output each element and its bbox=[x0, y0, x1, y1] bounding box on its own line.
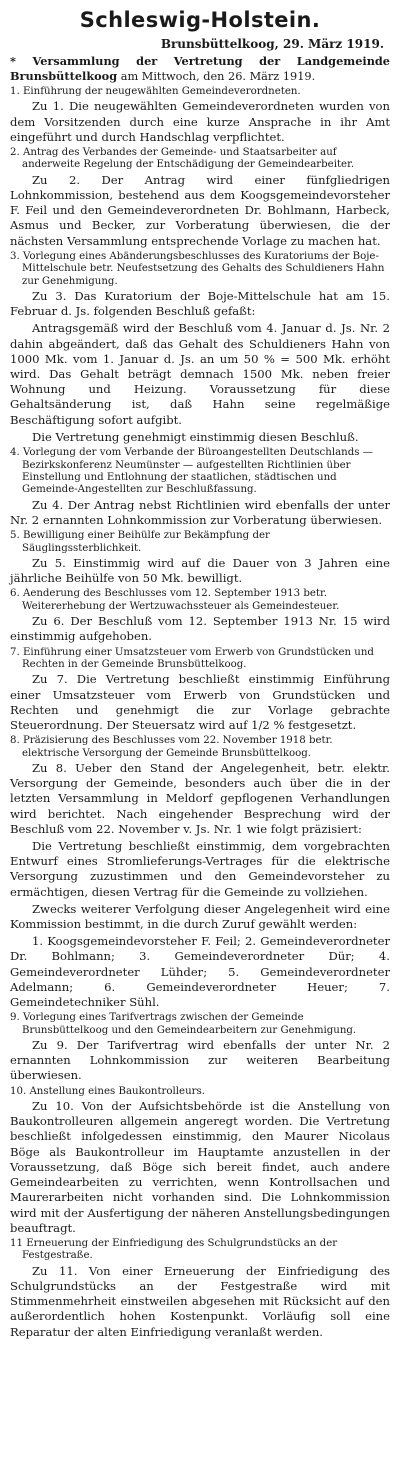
meeting-intro-rest: am Mittwoch, den 26. März 1919. bbox=[117, 70, 316, 83]
agenda-item bbox=[10, 86, 390, 145]
agenda-heading: 4. Vorlegung der vom Verbande der Büroangestellten Deutschlands — Bezirkskonferenz Neumünster — aufgestellten Richtlinien über Einstellung und Entlohnung der staatlichen, städtischen und Gemeinde-Angestellten zur Beschlußfassung. bbox=[10, 447, 373, 496]
dateline-place: Brunsbüttelkoog, bbox=[160, 37, 279, 51]
agenda-item bbox=[10, 147, 390, 249]
agenda-heading: 6. Aenderung des Beschlusses vom 12. September 1913 betr. Weitererhebung der Wertzuwachssteuer als Gemeindesteuer. bbox=[10, 588, 340, 612]
agenda-item bbox=[10, 447, 390, 528]
resolution-paragraph: Zu 6. Der Beschluß vom 12. September 1913 Nr. 15 wird einstimmig aufgehoben. bbox=[10, 614, 390, 644]
agenda-heading: 5. Bewilligung einer Beihülfe zur Bekämpfung der Säuglingssterblichkeit. bbox=[10, 530, 270, 554]
agenda-items bbox=[10, 86, 390, 1340]
resolution-paragraph: Zu 5. Einstimmig wird auf die Dauer von 3 Jahren eine jährliche Beihülfe von 50 Mk. bewilligt. bbox=[10, 555, 390, 586]
agenda-item bbox=[10, 1238, 390, 1340]
agenda-item bbox=[10, 588, 390, 644]
resolution-paragraph: Zwecks weiterer Verfolgung dieser Angelegenheit wird eine Kommission bestimmt, in die durch Zuruf gewählt werden: bbox=[10, 901, 390, 932]
agenda-item bbox=[10, 251, 390, 445]
agenda-heading: 7. Einführung einer Umsatzsteuer vom Erwerb von Grundstücken und Rechten in der Gemeinde Brunsbüttelkoog. bbox=[10, 646, 374, 670]
agenda-heading: 11 Erneuerung der Einfriedigung des Schulgrundstücks an der Festgestraße. bbox=[10, 1237, 338, 1262]
resolution-paragraph: Zu 11. Von einer Erneuerung der Einfriedigung des Schulgrundstücks an der Festgestraße wird mit Stimmenmehrheit einstweilen abgesehen mit Rücksicht auf den außerordentlich hohen Kostenpunkt. Vorläufig soll eine Reparatur der alten Einfriedigung veranlaßt werden. bbox=[10, 1263, 390, 1339]
agenda-item bbox=[10, 647, 390, 734]
agenda-heading: 8. Präzisierung des Beschlusses vom 22. November 1918 betr. elektrische Versorgung der Gemeinde Brunsbüttelkoog. bbox=[10, 735, 333, 759]
resolution-paragraph: 1. Koogsgemeindevorsteher F. Feil; 2. Gemeindeverordneter Dr. Bohlmann; 3. Gemeindeverordneter Dür; 4. Gemeindeverordneter Lühder; 5. Gemeindeverordneter Adelmann; 6. Gemeindeverordneter Heuer; 7. Gemeindetechniker Sühl. bbox=[10, 934, 390, 1010]
resolution-paragraph: Zu 9. Der Tarifvertrag wird ebenfalls der unter Nr. 2 ernannten Lohnkommission zur weiteren Bearbeitung überwiesen. bbox=[10, 1038, 390, 1083]
agenda-heading: 9. Vorlegung eines Tarifvertrags zwischen der Gemeinde Brunsbüttelkoog und den Gemeindearbeitern zur Genehmigung. bbox=[10, 1012, 357, 1036]
agenda-item bbox=[10, 1012, 390, 1083]
resolution-paragraph: Zu 2. Der Antrag wird einer fünfgliedrigen Lohnkommission, bestehend aus dem Koogsgemeindevorsteher F. Feil und den Gemeindeverordneten Dr. Bohlmann, Harbeck, Asmus und Becker, zur Vorberatung überwiesen, die der nächsten Versammlung entsprechende Vorlage zu machen hat. bbox=[10, 172, 390, 248]
agenda-item bbox=[10, 530, 390, 586]
resolution-paragraph: Die Vertretung genehmigt einstimmig diesen Beschluß. bbox=[32, 429, 359, 444]
dateline bbox=[10, 37, 384, 51]
resolution-paragraph: Zu 7. Die Vertretung beschließt einstimmig Einführung einer Umsatzsteuer vom Erwerb von Grundstücken und Rechten und genehmigt die zur Vorlage gebrachte Steuerordnung. Der Steuersatz wird auf 1/2 % festgesetzt. bbox=[10, 672, 390, 732]
resolution-paragraph: Zu 3. Das Kuratorium der Boje-Mittelschule hat am 15. Februar d. Js. folgenden Beschluß gefaßt: bbox=[10, 289, 390, 319]
agenda-heading: 1. Einführung der neugewählten Gemeindeverordneten. bbox=[10, 86, 301, 97]
resolution-paragraph: Zu 1. Die neugewählten Gemeindeverordneten wurden von dem Vorsitzenden durch eine kurze Ansprache in ihr Amt eingeführt und durch Handschlag verpflichtet. bbox=[10, 99, 390, 144]
resolution-paragraph: Zu 8. Ueber den Stand der Angelegenheit, betr. elektr. Versorgung der Gemeinde, besonders auch über die in der letzten Versammlung in Meldorf gepflogenen Verhandlungen wird berichtet. Nach eingehender Besprechung wird der Beschluß vom 22. November v. Js. Nr. 1 wie folgt präzisiert: bbox=[10, 761, 390, 836]
agenda-item bbox=[10, 735, 390, 1010]
agenda-heading: 10. Anstellung eines Baukontrolleurs. bbox=[10, 1085, 205, 1097]
resolution-paragraph: Zu 4. Der Antrag nebst Richtlinien wird ebenfalls der unter Nr. 2 ernannten Lohnkommission zur Vorberatung überwiesen. bbox=[10, 497, 390, 527]
agenda-item bbox=[10, 1086, 390, 1236]
meeting-intro-lead: * Versammlung der Vertretung der Landgemeinde Brunsbüttelkoog bbox=[10, 54, 390, 83]
resolution-paragraph: Zu 10. Von der Aufsichtsbehörde ist die Anstellung von Baukontrolleuren allgemein angeregt worden. Die Vertretung beschließt infolgedessen einstimmig, den Maurer Nicolaus Böge als Baukontrolleur im Hauptamte anzustellen in der Voraussetzung, daß Böge sich bereit findet, auch andere Gemeindearbeiten zu verrichten, wenn Kontrollsachen und Maurerarbeiten nicht vorhanden sind. Die Lohnkommission wird mit der Ausfertigung der näheren Anstellungsbedingungen beauftragt. bbox=[10, 1099, 390, 1235]
agenda-heading: 3. Vorlegung eines Abänderungsbeschlusses des Kuratoriums der Boje-Mittelschule betr. Neufestsetzung des Gehalts des Schuldieners Hahn zur Genehmigung. bbox=[10, 250, 385, 287]
resolution-paragraph: Antragsgemäß wird der Beschluß vom 4. Januar d. Js. Nr. 2 dahin abgeändert, daß das Gehalt des Schuldieners Hahn von 1000 Mk. vom 1. Januar d. Js. an um 50 % = 500 Mk. erhöht wird. Das Gehalt beträgt demnach 1500 Mk. neben freier Wohnung und Heizung. Voraussetzung für diese Gehaltsänderung ist, daß Hahn seine regelmäßige Beschäftigung sofort aufgibt. bbox=[10, 321, 390, 427]
resolution-paragraph: Die Vertretung beschließt einstimmig, dem vorgebrachten Entwurf eines Stromlieferungs-Vertrages für die elektrische Versorgung zuzustimmen und den Gemeindevorsteher zu ermächtigen, diesen Vertrag für die Gemeinde zu vollziehen. bbox=[10, 839, 390, 899]
dateline-date: 29. März 1919. bbox=[278, 37, 384, 51]
region-header: Schleswig-Holstein. bbox=[79, 8, 321, 32]
meeting-intro bbox=[10, 54, 390, 84]
agenda-heading: 2. Antrag des Verbandes der Gemeinde- und Staatsarbeiter auf anderweite Regelung der Entschädigung der Gemeindearbeiter. bbox=[10, 147, 355, 171]
